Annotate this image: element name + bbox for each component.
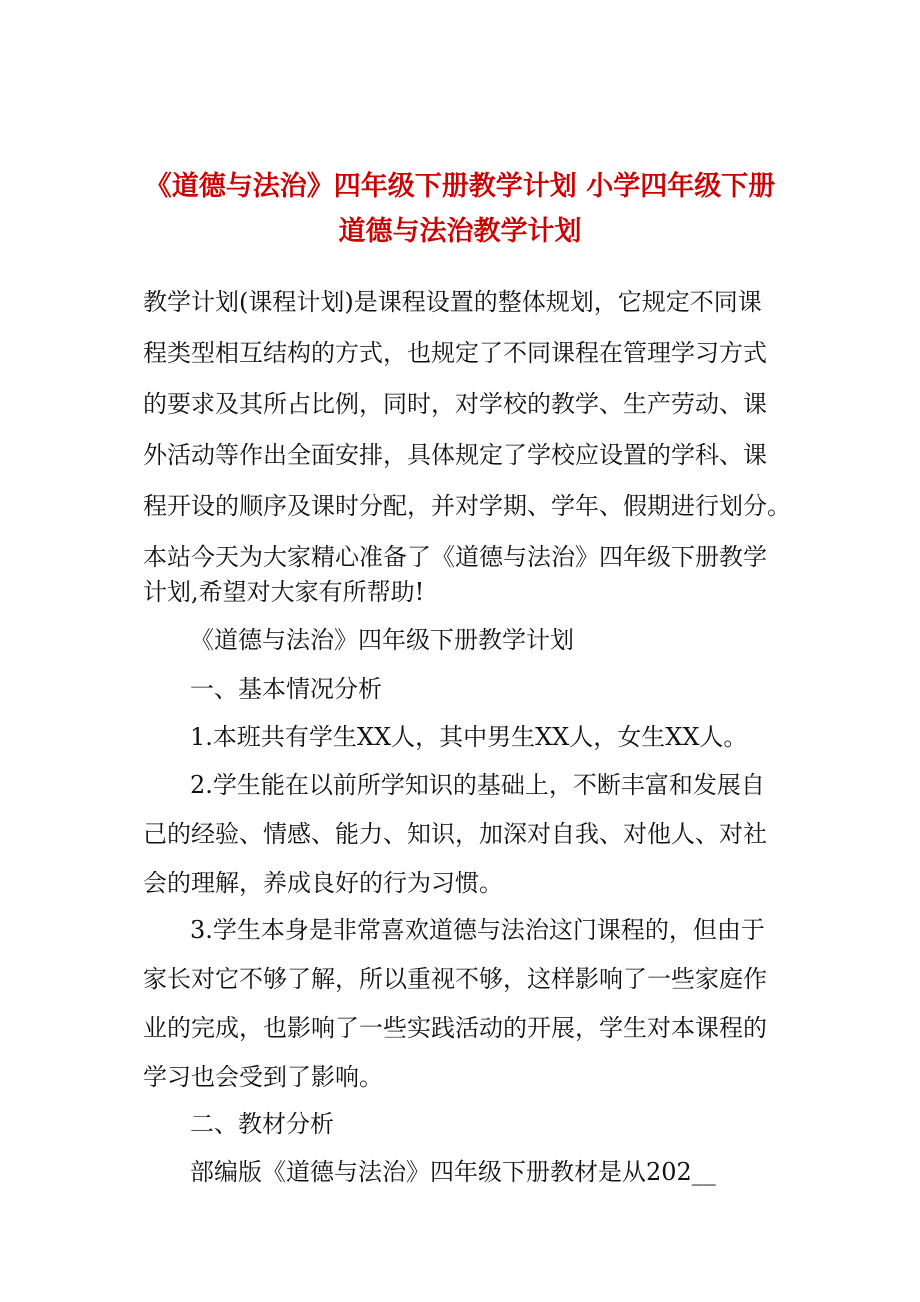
- item-3-line-3: 业的完成，也影响了一些实践活动的开展，学生对本课程的: [143, 1014, 767, 1042]
- intro-line-3: 的要求及其所占比例，同时，对学校的教学、生产劳动、课: [143, 390, 767, 418]
- item-2-line-3: 会的理解，养成良好的行为习惯。: [143, 869, 503, 897]
- plan-subtitle: 《道德与法治》四年级下册教学计划: [190, 626, 574, 654]
- item-1-line-1: 1.本班共有学生XX人，其中男生XX人，女生XX人。: [190, 723, 748, 751]
- intro-line-7: 计划,希望对大家有所帮助!: [143, 578, 425, 606]
- document-title-line-2: 道德与法治教学计划: [338, 216, 582, 247]
- item-3-line-1: 3.学生本身是非常喜欢道德与法治这门课程的，但由于: [190, 916, 765, 944]
- intro-line-5: 程开设的顺序及课时分配，并对学期、学年、假期进行划分。: [143, 492, 791, 520]
- intro-line-1: 教学计划(课程计划)是课程设置的整体规划，它规定不同课: [143, 288, 762, 316]
- section-2-heading: 二、教材分析: [190, 1110, 334, 1138]
- section-2-line-1: 部编版《道德与法治》四年级下册教材是从202__: [190, 1158, 716, 1186]
- intro-line-2: 程类型相互结构的方式，也规定了不同课程在管理学习方式: [143, 339, 767, 367]
- intro-line-6: 本站今天为大家精心准备了《道德与法治》四年级下册教学: [143, 543, 767, 571]
- document-title-line-1: 《道德与法治》四年级下册教学计划 小学四年级下册: [144, 171, 776, 202]
- item-2-line-1: 2.学生能在以前所学知识的基础上，不断丰富和发展自: [190, 771, 765, 799]
- item-3-line-2: 家长对它不够了解，所以重视不够，这样影响了一些家庭作: [143, 965, 767, 993]
- intro-line-4: 外活动等作出全面安排，具体规定了学校应设置的学科、课: [143, 441, 767, 469]
- item-2-line-2: 己的经验、情感、能力、知识，加深对自我、对他人、对社: [143, 820, 767, 848]
- item-3-line-4: 学习也会受到了影响。: [143, 1063, 383, 1091]
- section-1-heading: 一、基本情况分析: [190, 675, 382, 703]
